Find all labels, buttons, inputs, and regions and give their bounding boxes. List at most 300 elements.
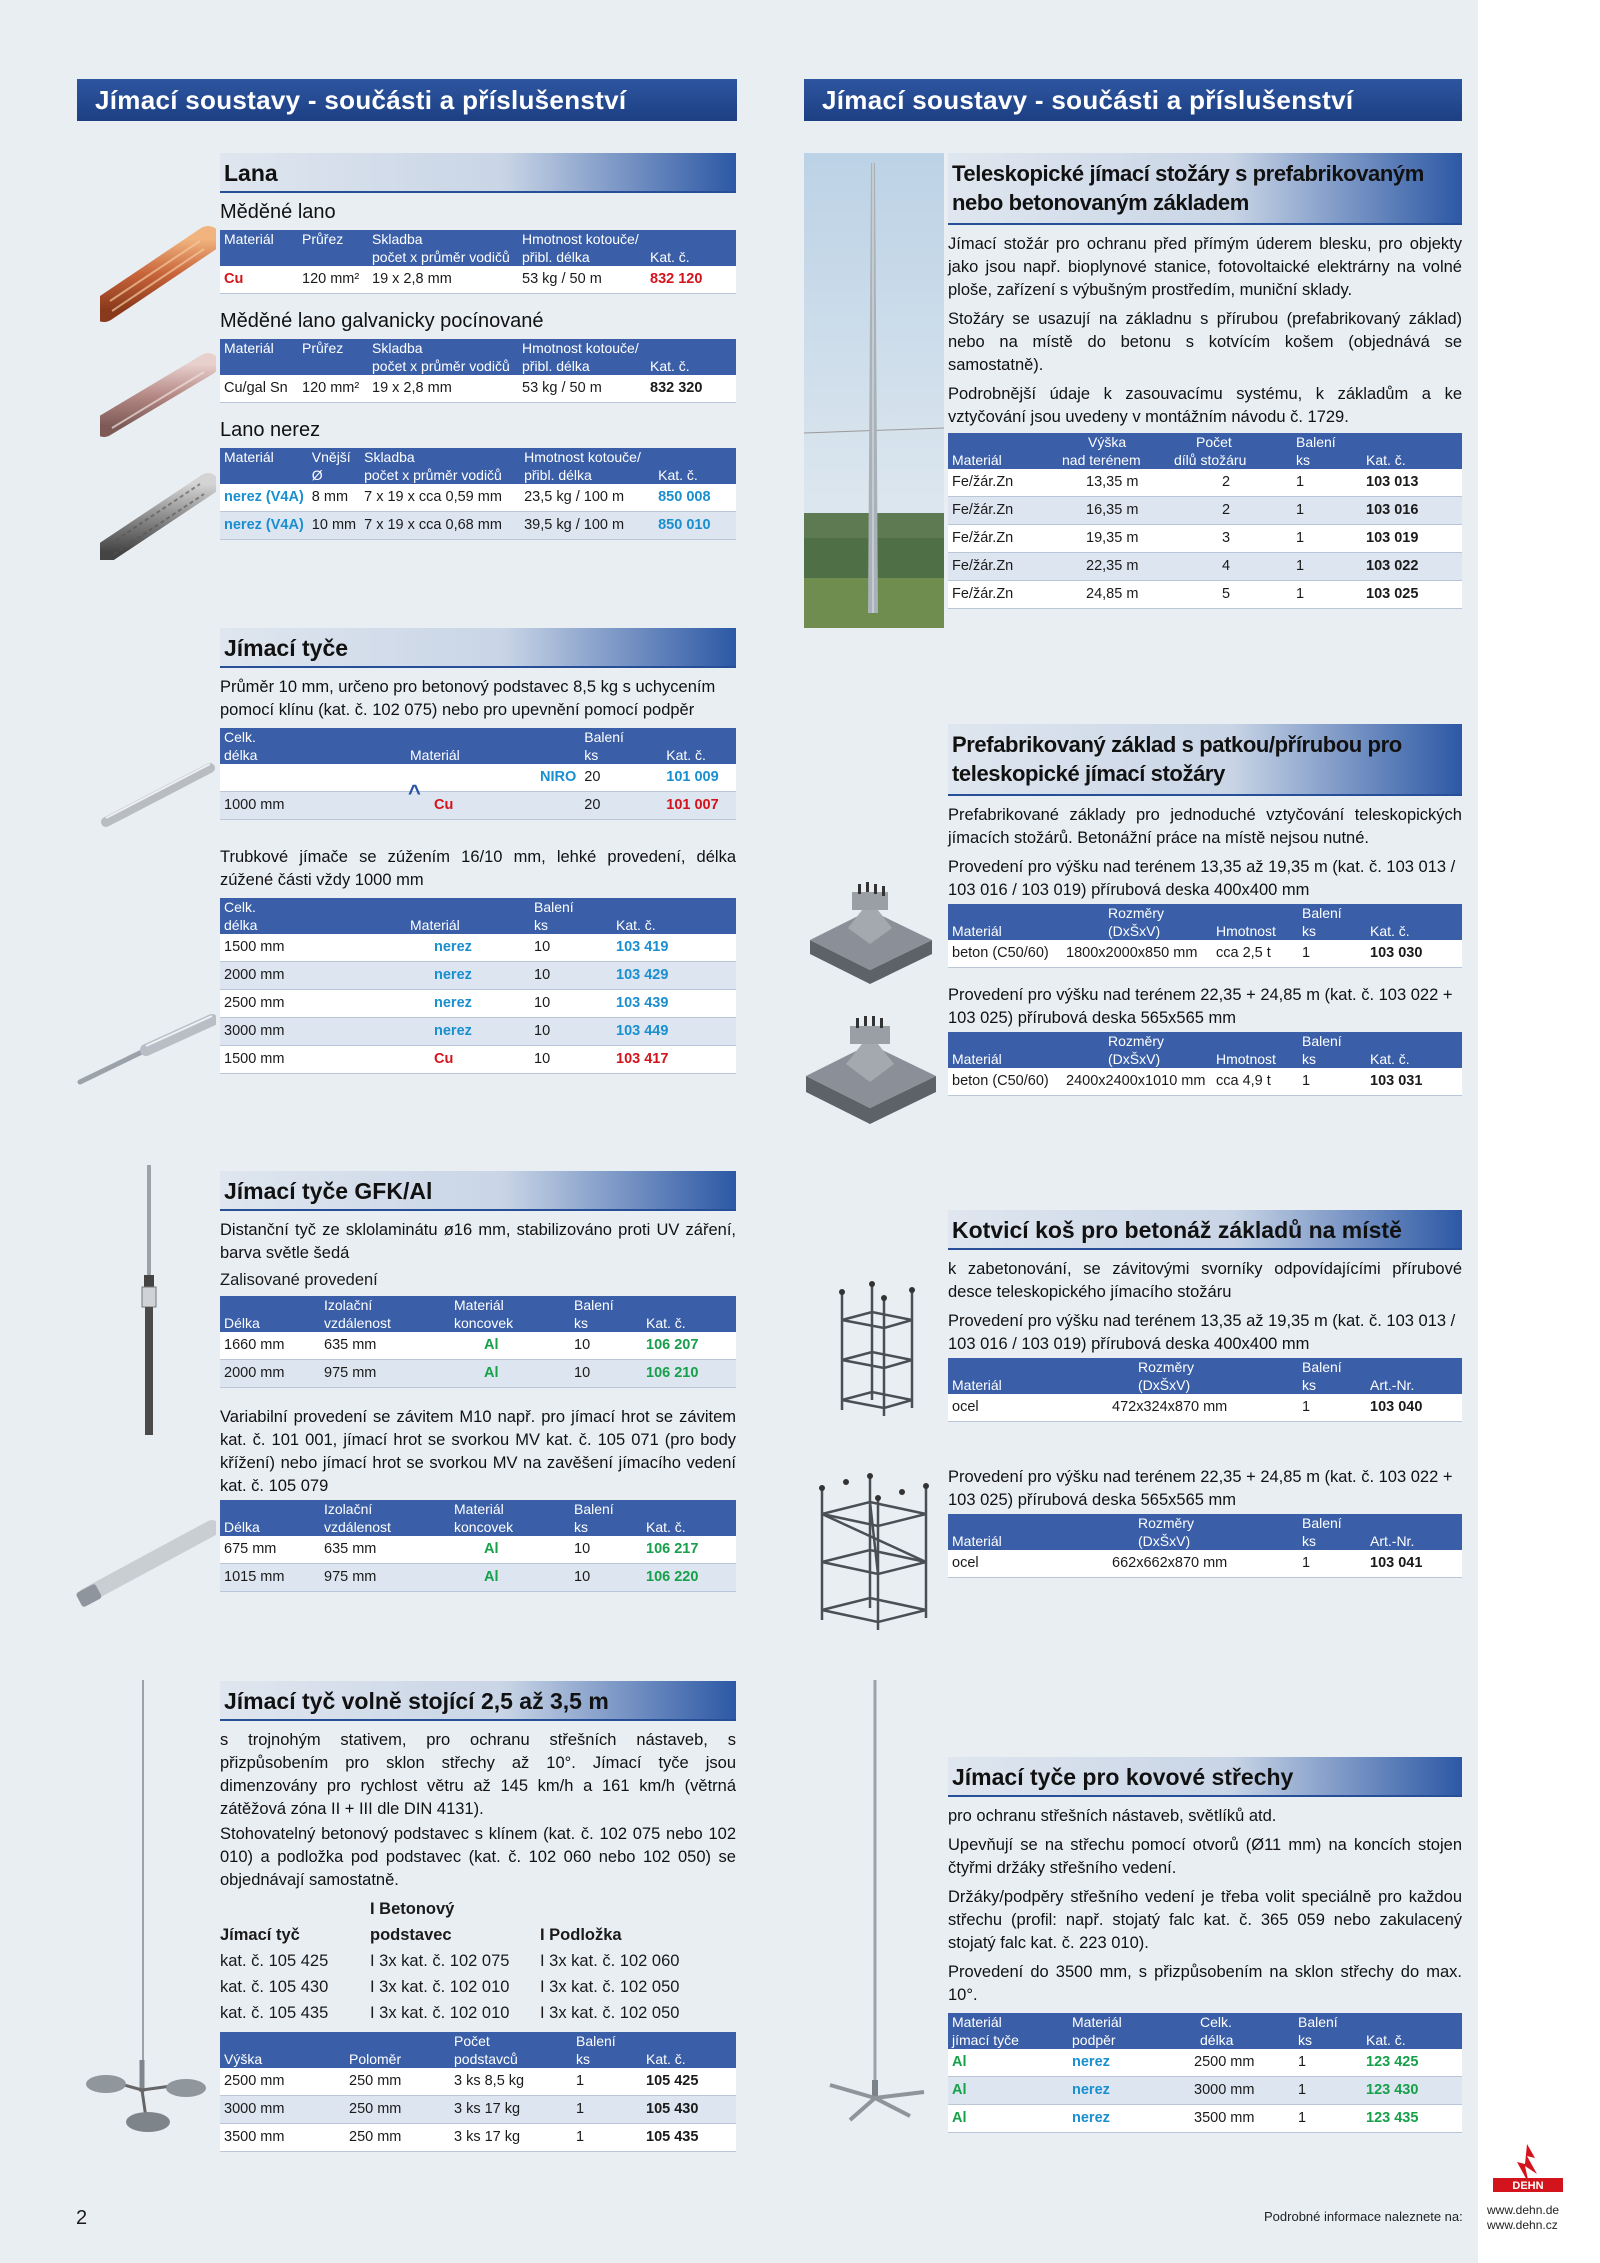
table-row xyxy=(220,2096,736,2124)
header-left: Jímací soustavy - součásti a příslušenství xyxy=(77,79,737,121)
cell: 10 xyxy=(570,1332,642,1360)
cell: 850 010 xyxy=(654,512,736,540)
cell: Fe/žár.Zn xyxy=(948,469,1058,497)
table-row xyxy=(220,2124,736,2152)
cell: Al xyxy=(948,2049,1068,2077)
header-right: Jímací soustavy - součásti a příslušenství xyxy=(804,79,1462,121)
th: Průřez xyxy=(298,230,368,248)
th: Art.-Nr. xyxy=(1366,1532,1462,1550)
th: podstavců xyxy=(450,2050,572,2068)
cell: 2500 mm xyxy=(220,2068,345,2096)
subtitle-galv: Měděné lano galvanicky pocínované xyxy=(220,310,544,332)
th xyxy=(948,1032,1062,1050)
th: Materiál xyxy=(450,1296,570,1314)
cell: 1 xyxy=(1292,525,1362,553)
th: Materiál xyxy=(948,1050,1062,1068)
cell: 106 220 xyxy=(642,1564,736,1592)
th xyxy=(1366,1514,1462,1532)
cell: 103 016 xyxy=(1362,497,1462,525)
th: přibl. délka xyxy=(520,466,654,484)
cell: 103 022 xyxy=(1362,553,1462,581)
cell: nerez xyxy=(1068,2105,1164,2133)
cell: Cu xyxy=(220,266,298,294)
table-nerez xyxy=(220,448,736,540)
th: jímací tyče xyxy=(948,2031,1068,2049)
cell: Fe/žár.Zn xyxy=(948,553,1058,581)
logo-text: DEHN xyxy=(1512,2180,1544,2192)
th: Kat. č. xyxy=(1366,922,1462,940)
cell: 1660 mm xyxy=(220,1332,320,1360)
table-free xyxy=(220,2032,736,2152)
th xyxy=(1366,1032,1462,1050)
th: počet x průměr vodičů xyxy=(360,466,520,484)
th: Skladba xyxy=(360,448,520,466)
cell: Al xyxy=(450,1360,570,1388)
th: Balení xyxy=(1298,1358,1366,1376)
cell: 10 xyxy=(570,1564,642,1592)
table-metal xyxy=(948,2013,1462,2133)
list-cell: I 3x kat. č. 102 050 xyxy=(540,2004,680,2022)
cell: 39,5 kg / 100 m xyxy=(520,512,654,540)
cell: 10 xyxy=(530,934,612,962)
list-cell: I 3x kat. č. 102 050 xyxy=(540,1978,680,1996)
metal-roof-rod-image xyxy=(820,1680,930,2130)
cell: 250 mm xyxy=(345,2096,450,2124)
table-row xyxy=(220,1360,736,1388)
th xyxy=(1212,904,1298,922)
gfk-text: Distanční tyč ze sklolaminátu ø16 mm, stabilizováno proti UV záření, barva světle šedá xyxy=(220,1221,736,1262)
cell: ocel xyxy=(948,1550,1078,1578)
th: Výška xyxy=(1058,433,1170,451)
base-p3: Provedení pro výšku nad terénem 22,35 + 24,85 m (kat. č. 103 022 + 103 025) přírubová deska 565x565 mm xyxy=(948,986,1453,1027)
th: Skladba xyxy=(368,339,518,357)
table-row xyxy=(220,934,736,962)
section-cage xyxy=(948,1210,1462,1578)
section-lana xyxy=(220,153,736,540)
right-margin xyxy=(1478,0,1600,2263)
th: Izolační xyxy=(320,1500,450,1518)
cell: 19 x 2,8 mm xyxy=(368,266,518,294)
section-title: Lana xyxy=(220,153,736,193)
cell: NIRO xyxy=(350,764,580,792)
cell: 23,5 kg / 100 m xyxy=(520,484,654,512)
cell: nerez xyxy=(350,934,530,962)
th: Výška xyxy=(220,2050,345,2068)
list-cell: kat. č. 105 425 xyxy=(220,1952,329,1970)
cell: 10 xyxy=(530,1018,612,1046)
anchor-cage-image-2 xyxy=(808,1470,938,1640)
cell: 3 ks 17 kg xyxy=(450,2096,572,2124)
th: Materiál xyxy=(220,448,308,466)
th xyxy=(654,448,736,466)
cell: 105 430 xyxy=(642,2096,736,2124)
subtitle-nerez: Lano nerez xyxy=(220,419,321,441)
th: (DxŠxV) xyxy=(1078,1376,1298,1394)
th xyxy=(1212,1032,1298,1050)
th: Rozměry xyxy=(1078,1514,1298,1532)
cell: nerez xyxy=(350,962,530,990)
th: Počet xyxy=(450,2032,572,2050)
cage-p2: Provedení pro výšku nad terénem 13,35 až 19,35 m (kat. č. 103 013 / 103 016 / 103 019) přírubová deska 400x400 mm xyxy=(948,1312,1456,1353)
cell: 16,35 m xyxy=(1058,497,1170,525)
th: Materiál xyxy=(948,1532,1078,1550)
steel-cable-image xyxy=(100,470,216,560)
table-row xyxy=(948,1550,1462,1578)
cell: 975 mm xyxy=(320,1360,450,1388)
th: Hmotnost xyxy=(1212,1050,1298,1068)
list-cell: I 3x kat. č. 102 075 xyxy=(370,1952,510,1970)
cell: 120 mm² xyxy=(298,266,368,294)
list-head: Jímací tyč xyxy=(220,1926,300,1944)
tinned-cable-image xyxy=(100,350,216,440)
list-cell: I 3x kat. č. 102 010 xyxy=(370,1978,510,1996)
cell: 4 xyxy=(1170,553,1292,581)
cell: nerez (V4A) xyxy=(220,512,308,540)
footer-note: Podrobné informace naleznete na: xyxy=(1264,2209,1463,2224)
cell: 1 xyxy=(1298,1394,1366,1422)
th: (DxŠxV) xyxy=(1078,1532,1298,1550)
th: vzdálenost xyxy=(320,1314,450,1332)
th: koncovek xyxy=(450,1518,570,1536)
cell: 53 kg / 50 m xyxy=(518,266,646,294)
th: Materiál xyxy=(948,922,1062,940)
gfk-rod-image xyxy=(130,1165,170,1435)
section-title: Kotvicí koš pro betonáž základů na místě xyxy=(948,1210,1462,1250)
th: ks xyxy=(580,746,662,764)
subtitle-copper: Měděné lano xyxy=(220,201,336,223)
cell: 832 320 xyxy=(646,375,736,403)
cell: 3000 mm xyxy=(220,2096,345,2124)
th: Art.-Nr. xyxy=(1366,1376,1462,1394)
cell: Al xyxy=(450,1536,570,1564)
th: délka xyxy=(220,746,350,764)
th: Balení xyxy=(1294,2013,1362,2031)
table-row xyxy=(220,2068,736,2096)
copper-cable-image xyxy=(100,225,216,325)
cell: beton (C50/60) xyxy=(948,940,1062,968)
cell: nerez xyxy=(1068,2049,1164,2077)
section-mast xyxy=(948,153,1462,609)
table-row xyxy=(948,940,1462,968)
th: počet x průměr vodičů xyxy=(368,248,518,266)
table-tube xyxy=(220,898,736,1074)
section-title: Prefabrikovaný základ s patkou/přírubou pro teleskopické jímací stožáry xyxy=(948,724,1462,796)
table-row xyxy=(220,764,736,792)
th: Ø xyxy=(308,466,360,484)
th: ks xyxy=(1298,1376,1366,1394)
base-p1: Prefabrikované základy pro jednoduché vztyčování teleskopických jímacích stožárů. Betonážní práce na místě nejsou nutné. xyxy=(948,806,1462,847)
th xyxy=(948,1514,1078,1532)
th: ks xyxy=(1292,451,1362,469)
cell: 2500 mm xyxy=(220,990,350,1018)
cell: 3500 mm xyxy=(1164,2105,1294,2133)
gfk-text2: Variabilní provedení se závitem M10 např. pro jímací hrot se závitem kat. č. 101 001, jímací hrot se svorkou MV kat. č. 105 071 (pro body křížení) nebo jímací hrot se svorkou MV na zavěšení jímacího vedení kat. č. 105 079 xyxy=(220,1408,736,1495)
cell: 103 019 xyxy=(1362,525,1462,553)
th: Hmotnost xyxy=(1212,922,1298,940)
th xyxy=(1366,904,1462,922)
cell: 3000 mm xyxy=(1164,2077,1294,2105)
cell: 103 417 xyxy=(612,1046,736,1074)
table-row xyxy=(220,484,736,512)
th: Kat. č. xyxy=(612,916,736,934)
cell: Al xyxy=(948,2105,1068,2133)
th: Kat. č. xyxy=(646,357,736,375)
th: Rozměry xyxy=(1062,1032,1212,1050)
th xyxy=(646,230,736,248)
th: délka xyxy=(1164,2031,1294,2049)
th: Hmotnost kotouče/ xyxy=(518,339,646,357)
cell: 10 xyxy=(570,1360,642,1388)
cell: 1 xyxy=(1294,2077,1362,2105)
cell: 19 x 2,8 mm xyxy=(368,375,518,403)
th xyxy=(642,2032,736,2050)
cell: 20 xyxy=(580,764,662,792)
free-text1: s trojnohým stativem, pro ochranu střešních nástaveb, s přizpůsobením pro sklon střechy až 10°. Jímací tyče jsou dimenzovány pro rychlost větru až 145 km/h a 161 km/h (větrná zátěžová zóna II + III dle DIN 4131). xyxy=(220,1731,736,1818)
th: ks xyxy=(1298,1050,1366,1068)
th: Materiál xyxy=(350,746,580,764)
cell: 101 009 xyxy=(662,764,736,792)
cell: beton (C50/60) xyxy=(948,1068,1062,1096)
table-row xyxy=(220,1046,736,1074)
th: Hmotnost kotouče/ xyxy=(518,230,646,248)
dehn-logo xyxy=(1487,2140,1569,2196)
tripod-rod-image xyxy=(86,1680,216,2140)
cell: 675 mm xyxy=(220,1536,320,1564)
th: Kat. č. xyxy=(654,466,736,484)
th xyxy=(948,1358,1078,1376)
cell: ocel xyxy=(948,1394,1078,1422)
th xyxy=(642,1296,736,1314)
cell: 5 xyxy=(1170,581,1292,609)
cell: 10 xyxy=(530,1046,612,1074)
table-row xyxy=(948,2049,1462,2077)
cell: 3000 mm xyxy=(220,1018,350,1046)
cell: 2500 mm xyxy=(1164,2049,1294,2077)
th xyxy=(1362,433,1462,451)
th xyxy=(220,1296,320,1314)
section-rods xyxy=(220,628,736,1074)
section-title: Jímací tyče GFK/Al xyxy=(220,1171,736,1211)
th: Délka xyxy=(220,1314,320,1332)
cell: 103 025 xyxy=(1362,581,1462,609)
th: Počet xyxy=(1170,433,1292,451)
table-row xyxy=(948,2105,1462,2133)
tube-rod-image xyxy=(76,1000,216,1090)
th xyxy=(220,248,298,266)
cell: Al xyxy=(450,1332,570,1360)
cell: Fe/žár.Zn xyxy=(948,525,1058,553)
cell: cca 2,5 t xyxy=(1212,940,1298,968)
table-row xyxy=(220,375,736,403)
table-row xyxy=(220,1332,736,1360)
table-row xyxy=(220,1018,736,1046)
cell: 7 x 19 x cca 0,68 mm xyxy=(360,512,520,540)
cell: Cu/gal Sn xyxy=(220,375,298,403)
cell: 13,35 m xyxy=(1058,469,1170,497)
table-row xyxy=(948,525,1462,553)
cell: 105 425 xyxy=(642,2068,736,2096)
table-row xyxy=(220,792,736,820)
cell: nerez xyxy=(1068,2077,1164,2105)
th xyxy=(948,433,1058,451)
th: Materiál xyxy=(220,339,298,357)
th: Balení xyxy=(1292,433,1362,451)
cell: 20 xyxy=(580,792,662,820)
th: Balení xyxy=(572,2032,642,2050)
cell: 105 435 xyxy=(642,2124,736,2152)
cell: 10 xyxy=(530,962,612,990)
cell: 24,85 m xyxy=(1058,581,1170,609)
th xyxy=(646,339,736,357)
th: Kat. č. xyxy=(662,746,736,764)
cell: 103 041 xyxy=(1366,1550,1462,1578)
cell: 850 008 xyxy=(654,484,736,512)
section-base xyxy=(948,724,1462,1096)
th: Materiál xyxy=(350,916,530,934)
th xyxy=(298,357,368,375)
cell: 635 mm xyxy=(320,1332,450,1360)
th: Kat. č. xyxy=(1362,451,1462,469)
cell xyxy=(220,764,350,792)
th: Balení xyxy=(570,1296,642,1314)
table-row xyxy=(220,266,736,294)
cell: 3 xyxy=(1170,525,1292,553)
table-row xyxy=(948,497,1462,525)
cell: Al xyxy=(948,2077,1068,2105)
section-gfk xyxy=(220,1171,736,1592)
th xyxy=(350,728,580,746)
cell: cca 4,9 t xyxy=(1212,1068,1298,1096)
table-rods xyxy=(220,728,736,820)
th: Celk. xyxy=(220,898,350,916)
table-row xyxy=(948,2077,1462,2105)
prefab-base-image-2 xyxy=(800,1010,940,1130)
mast-photo xyxy=(804,153,944,628)
cell: 123 425 xyxy=(1362,2049,1462,2077)
cell: 662x662x870 mm xyxy=(1078,1550,1298,1578)
th: Kat. č. xyxy=(1362,2031,1462,2049)
table-row xyxy=(220,512,736,540)
cell: 250 mm xyxy=(345,2068,450,2096)
cell: 2000 mm xyxy=(220,962,350,990)
table-row xyxy=(948,553,1462,581)
list-cell: I 3x kat. č. 102 010 xyxy=(370,2004,510,2022)
cell: 3500 mm xyxy=(220,2124,345,2152)
metal-p1: pro ochranu střešních nástaveb, světlíků atd. xyxy=(948,1807,1277,1825)
cell: Fe/žár.Zn xyxy=(948,497,1058,525)
cell: 106 210 xyxy=(642,1360,736,1388)
mast-p3: Podrobnější údaje k zasouvacímu systému, k základům a ke vztyčování jsou uvedeny v montážním návodu č. 1729. xyxy=(948,385,1462,426)
mast-p2: Stožáry se usazují na základnu s přírubou (prefabrikovaný základ) nebo na místě do betonu s kotvícím košem (objednává se samostatně). xyxy=(948,310,1462,374)
cell: nerez xyxy=(350,990,530,1018)
th: počet x průměr vodičů xyxy=(368,357,518,375)
th xyxy=(350,898,530,916)
cell: 1 xyxy=(1298,1068,1366,1096)
cell: 103 040 xyxy=(1366,1394,1462,1422)
th: (DxŠxV) xyxy=(1062,1050,1212,1068)
metal-p4: Provedení do 3500 mm, s přizpůsobením na sklon střechy do max. 10°. xyxy=(948,1963,1462,2004)
metal-p2: Upevňují se na střechu pomocí otvorů (Ø11 mm) na koncích stojen čtyřmi držáky střešního vedení. xyxy=(948,1836,1462,1877)
cell: 1 xyxy=(1294,2105,1362,2133)
list-cell: I 3x kat. č. 102 060 xyxy=(540,1952,680,1970)
cell: nerez xyxy=(350,1018,530,1046)
solid-rod-image xyxy=(100,760,216,830)
th: vzdálenost xyxy=(320,1518,450,1536)
th: Celk. xyxy=(220,728,350,746)
th: Kat. č. xyxy=(642,2050,736,2068)
anchor-cage-image-1 xyxy=(832,1280,922,1430)
table-cage1 xyxy=(948,1358,1462,1422)
cell: 1 xyxy=(1292,469,1362,497)
table-base1 xyxy=(948,904,1462,968)
cell: 3 ks 17 kg xyxy=(450,2124,572,2152)
th: dílů stožáru xyxy=(1170,451,1292,469)
gfk-variable-rod-image xyxy=(76,1500,216,1620)
th: Materiál xyxy=(948,451,1058,469)
url-cz[interactable]: www.dehn.cz xyxy=(1487,2218,1558,2232)
footer-urls xyxy=(1487,2203,1559,2233)
th: Balení xyxy=(580,728,662,746)
th: Balení xyxy=(570,1500,642,1518)
mast-p1: Jímací stožár pro ochranu před přímým úderem blesku, pro objekty jako jsou např. bioplynové stanice, fotovoltaické elektrárny na volné ploše, zařízení s výbušným prostředím, muniční sklady. xyxy=(948,235,1462,299)
th: (DxŠxV) xyxy=(1062,922,1212,940)
cell: 1 xyxy=(572,2124,642,2152)
th: přibl. délka xyxy=(518,248,646,266)
cell: 250 mm xyxy=(345,2124,450,2152)
cell: 2400x2400x1010 mm xyxy=(1062,1068,1212,1096)
cell: 1 xyxy=(1298,1550,1366,1578)
list-head: I Betonový podstavec xyxy=(370,1900,455,1944)
th: Kat. č. xyxy=(1366,1050,1462,1068)
th: Kat. č. xyxy=(646,248,736,266)
cell: 1 xyxy=(572,2068,642,2096)
cell: 1015 mm xyxy=(220,1564,320,1592)
url-de[interactable]: www.dehn.de xyxy=(1487,2203,1560,2217)
table-base2 xyxy=(948,1032,1462,1096)
th xyxy=(298,248,368,266)
th: ks xyxy=(530,916,612,934)
cell: 1 xyxy=(1298,940,1366,968)
table-row xyxy=(948,1068,1462,1096)
base-p2: Provedení pro výšku nad terénem 13,35 až 19,35 m (kat. č. 103 013 / 103 016 / 103 019) přírubová deska 400x400 mm xyxy=(948,858,1456,899)
table-mast xyxy=(948,433,1462,609)
th: Balení xyxy=(1298,904,1366,922)
metal-p3: Držáky/podpěry střešního vedení je třeba volit speciálně pro každou střechu (profil: např. stojatý falc kat. č. 365 059 nebo zakulacený stojatý falc kat. č. 223 010). xyxy=(948,1888,1462,1952)
cell: 106 217 xyxy=(642,1536,736,1564)
section-title: Jímací tyč volně stojící 2,5 až 3,5 m xyxy=(220,1681,736,1721)
cell: 103 449 xyxy=(612,1018,736,1046)
cell: 975 mm xyxy=(320,1564,450,1592)
th: Balení xyxy=(1298,1514,1366,1532)
table-galv xyxy=(220,339,736,403)
cell: 1500 mm xyxy=(220,1046,350,1074)
cell: 103 031 xyxy=(1366,1068,1462,1096)
th: Kat. č. xyxy=(642,1518,736,1536)
th xyxy=(220,1500,320,1518)
page-number: 2 xyxy=(76,2207,88,2229)
section-title: Jímací tyče pro kovové střechy xyxy=(948,1757,1462,1797)
th: Materiál xyxy=(1068,2013,1164,2031)
cell: 472x324x870 mm xyxy=(1078,1394,1298,1422)
cell: Cu xyxy=(350,792,580,820)
th xyxy=(662,728,736,746)
th: Kat. č. xyxy=(642,1314,736,1332)
cell: 635 mm xyxy=(320,1536,450,1564)
free-list xyxy=(220,1896,736,2026)
th xyxy=(345,2032,450,2050)
th xyxy=(1366,1358,1462,1376)
cell: 1 xyxy=(572,2096,642,2124)
